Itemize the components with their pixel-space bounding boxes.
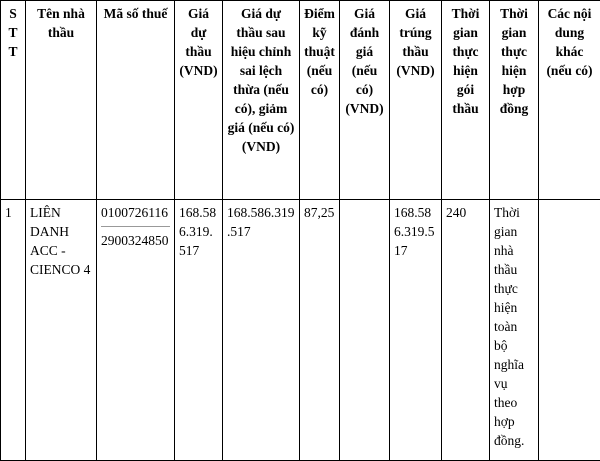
- col-header-stt: STT: [1, 1, 26, 200]
- cell-tax-codes: [97, 200, 175, 461]
- col-header-other: Các nội dung khác (nếu có): [539, 1, 600, 200]
- cell-contract-duration: Thời gian nhà thầu thực hiện toàn bộ nghĩa vụ theo hợp đồng.: [490, 200, 539, 461]
- cell-bid-price: 168.586.319.517: [175, 200, 223, 461]
- cell-technical-score: 87,25: [300, 200, 340, 461]
- cell-other: [539, 200, 600, 461]
- col-header-technical-score: Điểm kỹ thuật (nếu có): [300, 1, 340, 200]
- tax-code-1: 0100726116: [101, 203, 170, 227]
- col-header-contract-duration: Thời gian thực hiện hợp đồng: [490, 1, 539, 200]
- col-header-evaluated-price: Giá đánh giá (nếu có) (VND): [340, 1, 390, 200]
- header-row: [1, 1, 600, 200]
- col-header-tax-code: Mã số thuế: [97, 1, 175, 200]
- tax-code-2: 2900324850: [101, 233, 169, 248]
- col-header-contractor: Tên nhà thầu: [26, 1, 97, 200]
- col-header-package-duration: Thời gian thực hiện gói thầu: [442, 1, 490, 200]
- cell-contractor: LIÊN DANH ACC - CIENCO 4: [26, 200, 97, 461]
- col-header-adjusted-price: Giá dự thầu sau hiệu chỉnh sai lệch thừa (nếu có), giảm giá (nếu có) (VND): [223, 1, 300, 200]
- cell-adjusted-price: 168.586.319.517: [223, 200, 300, 461]
- col-header-bid-price: Giá dự thầu (VND): [175, 1, 223, 200]
- cell-package-duration: 240: [442, 200, 490, 461]
- cell-evaluated-price: [340, 200, 390, 461]
- col-header-winning-price: Giá trúng thầu (VND): [390, 1, 442, 200]
- cell-winning-price: 168.586.319.517: [390, 200, 442, 461]
- cell-stt: 1: [1, 200, 26, 461]
- table-row: [1, 200, 600, 461]
